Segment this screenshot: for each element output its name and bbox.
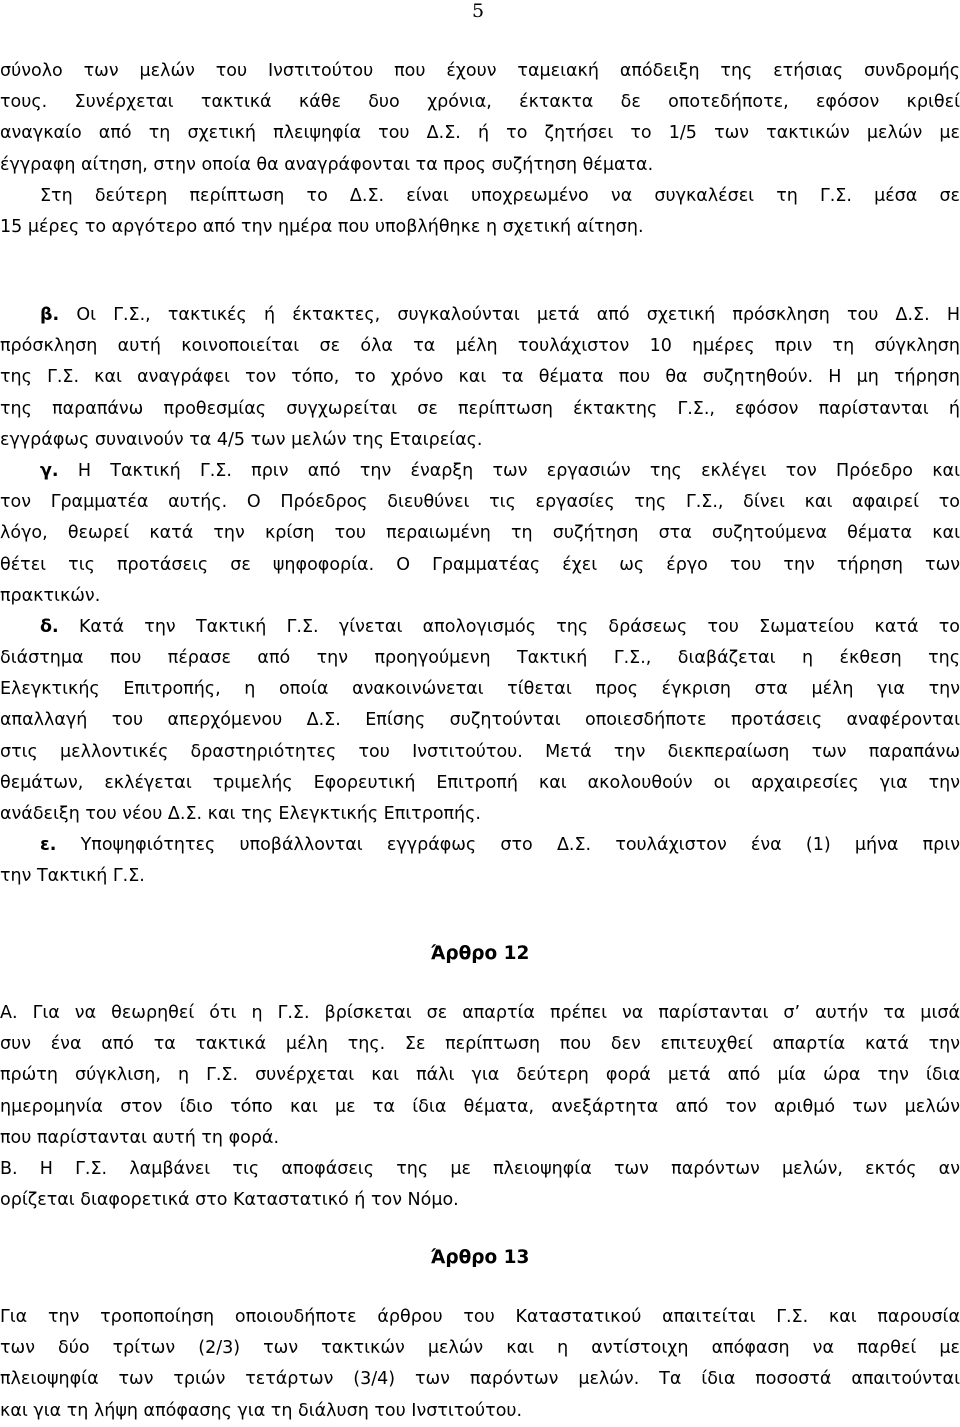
text-line: και για τη λήψη απόφασης για τη διάλυση του Ινστιτούτου. — [0, 1400, 523, 1421]
paragraphs-b-to-e — [0, 300, 960, 893]
text-line: απαλλαγή του απερχόμενου Δ.Σ. Επίσης συζητούνται οποιεσδήποτε προτάσεις αναφέρονται — [0, 710, 960, 731]
text-line: Α. Για να θεωρηθεί ότι η Γ.Σ. βρίσκεται σε απαρτία πρέπει να παρίστανται σ’ αυτήν τα μισά — [0, 1003, 960, 1023]
text-line: της Γ.Σ. και αναγράφει τον τόπο, το χρόνο και τα θέματα που θα συζητηθούν. Η μη τήρηση — [0, 367, 960, 388]
text-line: Για την τροποποίηση οποιουδήποτε άρθρου του Καταστατικού απαιτείται Γ.Σ. και παρουσία — [0, 1307, 960, 1327]
text-line: την Τακτική Γ.Σ. — [0, 866, 145, 887]
text-line: στις μελλοντικές δραστηριότητες του Ινστιτούτου. Μετά την διεκπεραίωση των παραπάνω — [0, 741, 960, 762]
text-line: ημερομηνία στον ίδιο τόπο και με τα ίδια θέματα, ανεξάρτητα από τον αριθμό των μελών — [0, 1096, 960, 1117]
article-13-title: Άρθρο 13 — [430, 1247, 530, 1268]
text-line: 15 μέρες το αργότερο από την ημέρα που υποβλήθηκε η σχετική αίτηση. — [0, 216, 644, 237]
text-line: σύνολο των μελών του Ινστιτούτου που έχουν ταμειακή απόδειξη της ετήσιας συνδρομής — [0, 61, 960, 81]
paragraph-b-first-line — [0, 300, 960, 331]
text-line: Στη δεύτερη περίπτωση το Δ.Σ. είναι υποχρεωμένο να συγκαλέσει τη Γ.Σ. μέσα σε — [40, 185, 960, 206]
text-line: πρακτικών. — [0, 585, 101, 606]
text-line: θεμάτων, εκλέγεται τριμελής Εφορευτική Επιτροπή και ακολουθούν οι αρχαιρεσίες για την — [0, 772, 960, 793]
text-line: θέτει τις προτάσεις σε ψηφοφορία. Ο Γραμματέας έχει ως έργο του την τήρηση των — [0, 554, 960, 575]
text-line: Β. Η Γ.Σ. λαμβάνει τις αποφάσεις της με πλειοψηφία των παρόντων μελών, εκτός αν — [0, 1158, 960, 1179]
paragraph-b-label: β. — [40, 305, 60, 325]
paragraph-continuation — [0, 56, 960, 243]
text-line: ορίζεται διαφορετικά στο Καταστατικό ή τον Νόμο. — [0, 1190, 459, 1211]
text-line: Ελεγκτικής Επιτροπής, η οποία ανακοινώνεται τίθεται προς έγκριση στα μέλη για την — [0, 679, 960, 700]
article-12-title: Άρθρο 12 — [430, 943, 530, 964]
text-line: της παραπάνω προθεσμίας συγχωρείται σε περίπτωση έκτακτης Γ.Σ., εφόσον παρίστανται ή — [0, 398, 960, 419]
text-line: πλειοψηφία των τριών τετάρτων (3/4) των παρόντων μελών. Τα ίδια ποσοστά απαιτούνται — [0, 1369, 960, 1390]
text-line: πρόσκληση αυτή κοινοποιείται σε όλα τα μέλη τουλάχιστον 10 ημέρες πριν τη σύγκληση — [0, 336, 960, 357]
text-span: Υποψηφιότητες υποβάλλονται εγγράφως στο Δ.Σ. τουλάχιστον ένα (1) μήνα πριν — [56, 835, 960, 856]
text-line: αναγκαίο από τη σχετική πλειψηφία του Δ.Σ. ή το ζητήσει το 1/5 των τακτικών μελών με — [0, 123, 960, 144]
article-12-body — [0, 998, 960, 1216]
text-span: Οι Γ.Σ., τακτικές ή έκτακτες, συγκαλούνται μετά από σχετική πρόσκληση του Δ.Σ. Η — [59, 305, 960, 325]
text-span: Η Τακτική Γ.Σ. πριν από την έναρξη των εργασιών της εκλέγει τον Πρόεδρο και — [58, 460, 960, 481]
text-line: έγγραφη αίτηση, στην οποία θα αναγράφονται τα προς συζήτηση θέματα. — [0, 154, 654, 175]
text-line: πρώτη σύγκλιση, η Γ.Σ. συνέρχεται και πάλι για δεύτερη φορά μετά από μία ώρα την ίδια — [0, 1065, 960, 1086]
paragraph-e-first-line — [0, 830, 960, 861]
article-13-body — [0, 1302, 960, 1427]
paragraph-d-first-line — [0, 612, 960, 643]
text-line: εγγράφως συναινούν τα 4/5 των μελών της Εταιρείας. — [0, 429, 483, 450]
paragraph-e-label: ε. — [40, 835, 57, 856]
text-line: λόγο, θεωρεί κατά την κρίση του περαιωμένη τη συζήτηση στα συζητούμενα θέματα και — [0, 523, 960, 544]
page-number: 5 — [472, 0, 485, 22]
paragraph-c-first-line — [0, 456, 960, 487]
text-line: ανάδειξη του νέου Δ.Σ. και της Ελεγκτικής Επιτροπής. — [0, 804, 481, 824]
text-span: Κατά την Τακτική Γ.Σ. γίνεται απολογισμός της δράσεως του Σωματείου κατά το — [58, 616, 960, 637]
text-line: συν ένα από τα τακτικά μέλη της. Σε περίπτωση που δεν επιτευχθεί απαρτία κατά την — [0, 1034, 960, 1055]
text-line: που παρίστανται αυτή τη φορά. — [0, 1127, 280, 1148]
text-line: τον Γραμματέα αυτής. Ο Πρόεδρος διευθύνει τις εργασίες της Γ.Σ., δίνει και αφαιρεί το — [0, 492, 960, 513]
text-line: τους. Συνέρχεται τακτικά κάθε δυο χρόνια, έκτακτα δε οποτεδήποτε, εφόσον κριθεί — [0, 92, 960, 113]
text-line: διάστημα που πέρασε από την προηγούμενη Τακτική Γ.Σ., διαβάζεται η έκθεση της — [0, 648, 960, 669]
paragraph-d-label: δ. — [40, 616, 59, 637]
paragraph-c-label: γ. — [40, 460, 59, 481]
text-line: των δύο τρίτων (2/3) των τακτικών μελών και η αντίστοιχη απόφαση να παρθεί με — [0, 1338, 960, 1359]
